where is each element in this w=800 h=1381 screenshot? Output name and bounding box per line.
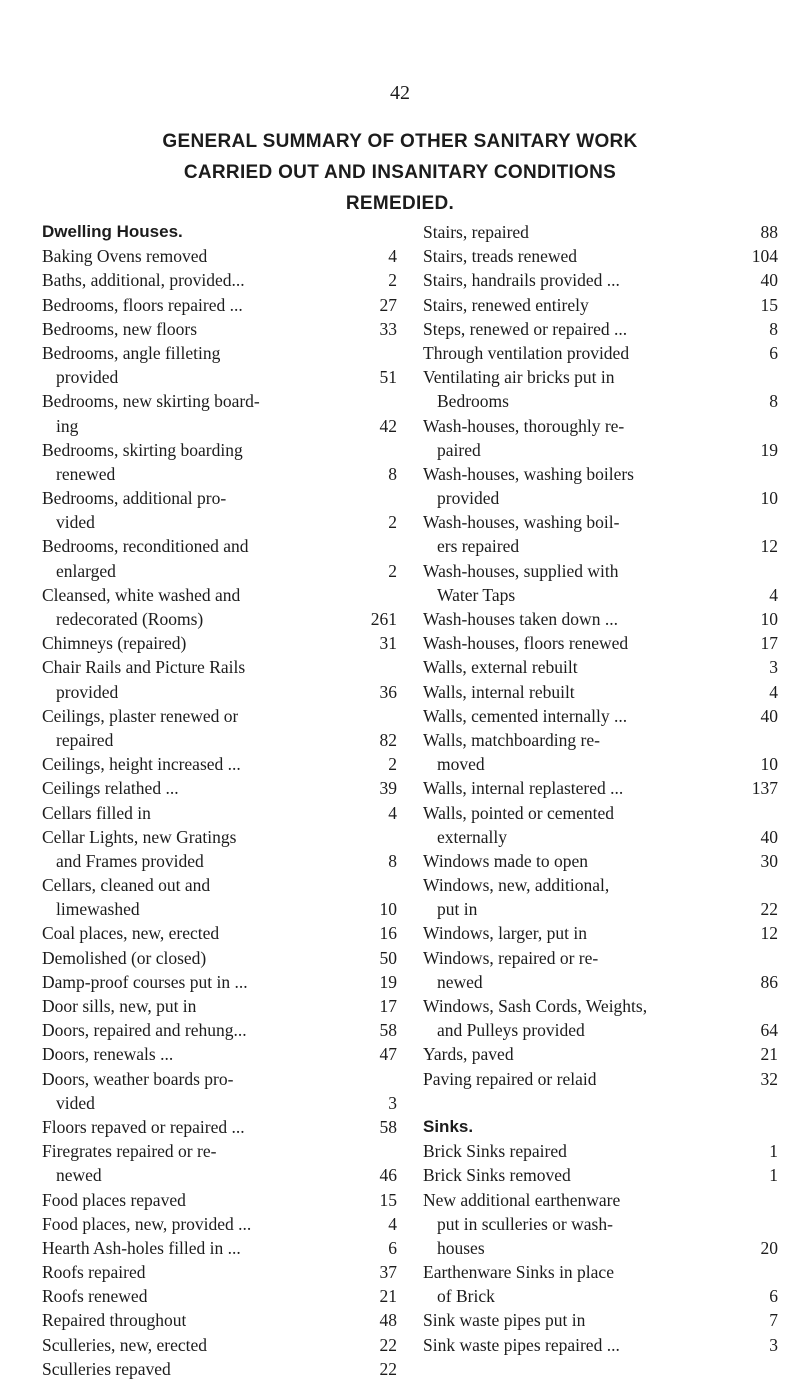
list-item bbox=[423, 994, 778, 1018]
title-line-2: CARRIED OUT AND INSANITARY CONDITIONS bbox=[183, 162, 617, 183]
item-count: 15 bbox=[760, 294, 778, 315]
item-count: 2 bbox=[388, 560, 397, 581]
item-label: Walls, internal rebuilt bbox=[423, 681, 575, 702]
page-number: 42 bbox=[390, 82, 410, 104]
list-item bbox=[42, 728, 397, 752]
item-label: Ceilings, height increased ... bbox=[42, 754, 241, 775]
item-count: 1 bbox=[769, 1165, 778, 1186]
item-count: 8 bbox=[388, 463, 397, 484]
item-count: 33 bbox=[379, 318, 397, 339]
item-count: 86 bbox=[760, 971, 778, 992]
list-item bbox=[423, 244, 778, 268]
item-label: Yards, paved bbox=[423, 1044, 514, 1065]
list-item bbox=[423, 1212, 778, 1236]
item-count: 7 bbox=[769, 1310, 778, 1331]
item-label: Stairs, repaired bbox=[423, 222, 529, 242]
list-item bbox=[42, 752, 397, 776]
list-item bbox=[42, 1018, 397, 1042]
item-count: 2 bbox=[388, 270, 397, 291]
list-item bbox=[42, 1139, 397, 1163]
item-count: 58 bbox=[379, 1116, 397, 1137]
list-item bbox=[42, 244, 397, 268]
item-count: 3 bbox=[769, 1334, 778, 1355]
list-item bbox=[423, 946, 778, 970]
item-label: Ceilings, plaster renewed or bbox=[42, 705, 239, 726]
item-count: 17 bbox=[760, 633, 778, 654]
item-count: 4 bbox=[769, 681, 778, 702]
page-title bbox=[60, 126, 740, 219]
list-item bbox=[42, 389, 397, 413]
item-count: 37 bbox=[379, 1262, 397, 1283]
item-count: 42 bbox=[379, 415, 397, 436]
item-count: 137 bbox=[751, 778, 778, 799]
item-label: Food places repaved bbox=[42, 1189, 186, 1210]
item-count: 104 bbox=[751, 246, 778, 267]
item-label: Door sills, new, put in bbox=[42, 996, 197, 1016]
item-label: vided bbox=[56, 512, 95, 533]
item-label: Floors repaved or repaired ... bbox=[42, 1116, 245, 1137]
item-count: 1 bbox=[769, 1141, 778, 1162]
item-count: 10 bbox=[379, 899, 397, 920]
left-column bbox=[42, 220, 397, 1381]
list-item bbox=[423, 389, 778, 413]
list-item bbox=[42, 825, 397, 849]
item-label: Repaired throughout bbox=[42, 1310, 187, 1331]
list-item bbox=[42, 921, 397, 945]
section-heading: Dwelling Houses. bbox=[42, 222, 183, 241]
item-label: put in sculleries or wash- bbox=[437, 1213, 613, 1234]
item-label: Cleansed, white washed and bbox=[42, 584, 241, 605]
item-count: 21 bbox=[760, 1044, 778, 1065]
item-label: Water Taps bbox=[437, 584, 516, 605]
section-heading: Sinks. bbox=[423, 1116, 474, 1136]
list-item bbox=[423, 486, 778, 510]
item-label: Bedrooms, reconditioned and bbox=[42, 536, 249, 557]
list-item bbox=[42, 776, 397, 800]
item-count: 3 bbox=[388, 1092, 397, 1113]
item-count: 2 bbox=[388, 512, 397, 533]
list-item bbox=[42, 704, 397, 728]
item-label: Windows made to open bbox=[423, 850, 589, 871]
list-item bbox=[42, 607, 397, 631]
item-label: Bedrooms, floors repaired ... bbox=[42, 294, 243, 315]
list-item bbox=[42, 559, 397, 583]
item-count: 32 bbox=[760, 1068, 778, 1089]
title-line-3: REMEDIED. bbox=[345, 193, 455, 214]
item-count: 8 bbox=[769, 391, 778, 412]
list-item bbox=[42, 268, 397, 292]
item-label: Sculleries repaved bbox=[42, 1358, 171, 1379]
item-label: put in bbox=[437, 899, 478, 920]
item-label: Coal places, new, erected bbox=[42, 923, 220, 944]
item-count: 22 bbox=[379, 1358, 397, 1379]
item-count: 82 bbox=[379, 729, 397, 750]
item-label: Cellar Lights, new Gratings bbox=[42, 826, 237, 847]
item-label: newed bbox=[437, 971, 483, 992]
list-item bbox=[42, 462, 397, 486]
item-label: Firegrates repaired or re- bbox=[42, 1141, 217, 1162]
list-item bbox=[423, 776, 778, 800]
list-item bbox=[42, 1188, 397, 1212]
item-label: repaired bbox=[56, 729, 114, 750]
item-count: 31 bbox=[379, 633, 397, 654]
list-item bbox=[42, 897, 397, 921]
item-label: Bedrooms, skirting boarding bbox=[42, 439, 243, 460]
list-item bbox=[423, 414, 778, 438]
item-count: 6 bbox=[388, 1237, 397, 1258]
list-item bbox=[423, 462, 778, 486]
item-label: Doors, weather boards pro- bbox=[42, 1068, 234, 1089]
list-item bbox=[42, 631, 397, 655]
item-count: 4 bbox=[388, 246, 397, 267]
list-item bbox=[423, 559, 778, 583]
item-count: 64 bbox=[760, 1020, 778, 1041]
item-label: Hearth Ash-holes filled in ... bbox=[42, 1237, 241, 1258]
item-label: limewashed bbox=[56, 899, 140, 920]
list-item bbox=[423, 801, 778, 825]
item-count: 88 bbox=[760, 222, 778, 242]
item-count: 40 bbox=[760, 705, 778, 726]
item-label: Chair Rails and Picture Rails bbox=[42, 657, 246, 678]
item-count: 22 bbox=[379, 1334, 397, 1355]
item-label: Stairs, treads renewed bbox=[423, 246, 578, 267]
item-label: Windows, Sash Cords, Weights, bbox=[423, 996, 648, 1016]
list-item bbox=[423, 1018, 778, 1042]
list-item bbox=[42, 438, 397, 462]
list-item bbox=[423, 1284, 778, 1308]
item-label: and Frames provided bbox=[56, 850, 204, 871]
list-item bbox=[42, 1357, 397, 1381]
list-item bbox=[42, 1284, 397, 1308]
item-label: Bedrooms, angle filleting bbox=[42, 342, 221, 363]
item-label: Wash-houses, thoroughly re- bbox=[423, 415, 625, 436]
list-item bbox=[423, 510, 778, 534]
list-item bbox=[42, 1236, 397, 1260]
list-item bbox=[42, 365, 397, 389]
right-column bbox=[423, 220, 778, 1357]
item-count: 19 bbox=[379, 971, 397, 992]
item-count: 39 bbox=[379, 778, 397, 799]
item-label: Wash-houses, washing boil- bbox=[423, 512, 620, 533]
list-item bbox=[42, 801, 397, 825]
item-count: 10 bbox=[760, 488, 778, 509]
item-count: 51 bbox=[379, 367, 397, 388]
list-item bbox=[42, 341, 397, 365]
item-label: Through ventilation provided bbox=[423, 342, 630, 363]
item-label: renewed bbox=[56, 463, 116, 484]
list-item bbox=[423, 1260, 778, 1284]
list-item bbox=[423, 365, 778, 389]
item-label: Bedrooms, new skirting board- bbox=[42, 391, 260, 412]
item-label: of Brick bbox=[437, 1286, 495, 1307]
item-label: Doors, renewals ... bbox=[42, 1044, 174, 1065]
list-item bbox=[423, 268, 778, 292]
item-count: 48 bbox=[379, 1310, 397, 1331]
item-label: Sculleries, new, erected bbox=[42, 1334, 208, 1355]
item-label: provided bbox=[437, 488, 500, 509]
item-label: Baths, additional, provided... bbox=[42, 270, 245, 291]
list-item bbox=[423, 728, 778, 752]
item-count: 4 bbox=[769, 584, 778, 605]
item-label: enlarged bbox=[56, 560, 116, 581]
item-count: 46 bbox=[379, 1165, 397, 1186]
item-label: Windows, new, additional, bbox=[423, 875, 610, 896]
item-label: provided bbox=[56, 367, 119, 388]
item-count: 22 bbox=[760, 899, 778, 920]
list-item bbox=[423, 607, 778, 631]
item-label: Damp-proof courses put in ... bbox=[42, 971, 248, 992]
item-label: Brick Sinks removed bbox=[423, 1165, 571, 1186]
item-count: 58 bbox=[379, 1020, 397, 1041]
list-item bbox=[42, 486, 397, 510]
item-label: Bedrooms, new floors bbox=[42, 318, 198, 339]
item-label: ers repaired bbox=[437, 536, 520, 557]
list-item bbox=[423, 1188, 778, 1212]
list-item bbox=[423, 1163, 778, 1187]
item-label: Bedrooms, additional pro- bbox=[42, 488, 227, 509]
list-item bbox=[423, 680, 778, 704]
list-item bbox=[42, 534, 397, 558]
item-count: 261 bbox=[370, 609, 397, 629]
item-label: Paving repaired or relaid bbox=[423, 1068, 597, 1089]
list-item bbox=[423, 704, 778, 728]
item-label: Ceilings relathed ... bbox=[42, 778, 179, 799]
item-label: Doors, repaired and rehung... bbox=[42, 1020, 247, 1041]
item-label: Roofs repaired bbox=[42, 1262, 146, 1283]
item-label: Wash-houses, washing boilers bbox=[423, 463, 634, 484]
item-count: 8 bbox=[388, 850, 397, 871]
item-count: 36 bbox=[379, 681, 397, 702]
item-label: moved bbox=[437, 754, 485, 775]
item-count: 50 bbox=[379, 947, 397, 968]
item-count: 10 bbox=[760, 754, 778, 775]
item-count: 16 bbox=[379, 923, 397, 944]
list-item bbox=[423, 341, 778, 365]
list-item bbox=[42, 1308, 397, 1332]
item-label: Food places, new, provided ... bbox=[42, 1213, 252, 1234]
list-item bbox=[42, 1042, 397, 1066]
spacer bbox=[423, 1091, 778, 1115]
item-label: and Pulleys provided bbox=[437, 1020, 585, 1041]
item-label: Walls, internal replastered ... bbox=[423, 778, 624, 799]
list-item bbox=[423, 1139, 778, 1163]
list-item bbox=[423, 220, 778, 244]
item-label: paired bbox=[437, 439, 481, 460]
item-label: Sink waste pipes put in bbox=[423, 1310, 586, 1331]
list-item bbox=[42, 1333, 397, 1357]
list-item bbox=[42, 1091, 397, 1115]
item-label: Wash-houses taken down ... bbox=[423, 609, 618, 629]
item-label: houses bbox=[437, 1237, 485, 1258]
list-item bbox=[42, 293, 397, 317]
item-label: Wash-houses, supplied with bbox=[423, 560, 619, 581]
item-label: Chimneys (repaired) bbox=[42, 633, 187, 654]
item-label: Walls, external rebuilt bbox=[423, 657, 578, 678]
list-item bbox=[42, 1212, 397, 1236]
item-count: 6 bbox=[769, 342, 778, 363]
list-item bbox=[423, 1042, 778, 1066]
item-count: 4 bbox=[388, 1213, 397, 1234]
item-label: redecorated (Rooms) bbox=[56, 609, 204, 629]
item-label: Stairs, handrails provided ... bbox=[423, 270, 620, 291]
item-count: 10 bbox=[760, 609, 778, 629]
item-count: 3 bbox=[769, 657, 778, 678]
list-item bbox=[423, 1333, 778, 1357]
item-count: 6 bbox=[769, 1286, 778, 1307]
item-count: 12 bbox=[760, 536, 778, 557]
item-label: Windows, larger, put in bbox=[423, 923, 588, 944]
list-item bbox=[42, 317, 397, 341]
list-item bbox=[423, 317, 778, 341]
item-count: 40 bbox=[760, 826, 778, 847]
list-item bbox=[42, 583, 397, 607]
list-item bbox=[42, 1163, 397, 1187]
item-label: New additional earthenware bbox=[423, 1189, 621, 1210]
item-count: 15 bbox=[379, 1189, 397, 1210]
list-item bbox=[423, 1308, 778, 1332]
title-line-1: GENERAL SUMMARY OF OTHER SANITARY WORK bbox=[162, 131, 638, 152]
item-label: provided bbox=[56, 681, 119, 702]
list-item bbox=[423, 970, 778, 994]
item-count: 17 bbox=[379, 996, 397, 1016]
list-item bbox=[423, 293, 778, 317]
item-count: 27 bbox=[379, 294, 397, 315]
item-label: Brick Sinks repaired bbox=[423, 1141, 567, 1162]
item-count: 21 bbox=[379, 1286, 397, 1307]
list-item bbox=[42, 414, 397, 438]
list-item bbox=[423, 438, 778, 462]
list-item bbox=[42, 655, 397, 679]
list-item bbox=[42, 849, 397, 873]
item-label: Walls, pointed or cemented bbox=[423, 802, 615, 823]
item-label: newed bbox=[56, 1165, 102, 1186]
list-item bbox=[42, 1067, 397, 1091]
list-item bbox=[423, 534, 778, 558]
list-item bbox=[423, 873, 778, 897]
list-item bbox=[42, 1260, 397, 1284]
item-count: 47 bbox=[379, 1044, 397, 1065]
item-label: Windows, repaired or re- bbox=[423, 947, 599, 968]
list-item bbox=[423, 1236, 778, 1260]
item-label: Walls, cemented internally ... bbox=[423, 705, 628, 726]
list-item bbox=[42, 994, 397, 1018]
list-item bbox=[42, 1115, 397, 1139]
list-item bbox=[42, 873, 397, 897]
item-label: Roofs renewed bbox=[42, 1286, 148, 1307]
item-count: 30 bbox=[760, 850, 778, 871]
list-item bbox=[423, 583, 778, 607]
item-label: Demolished (or closed) bbox=[42, 947, 207, 968]
list-item bbox=[423, 1067, 778, 1091]
item-count: 12 bbox=[760, 923, 778, 944]
list-item bbox=[423, 921, 778, 945]
item-label: Earthenware Sinks in place bbox=[423, 1262, 614, 1283]
list-item bbox=[423, 849, 778, 873]
item-count: 8 bbox=[769, 318, 778, 339]
list-item bbox=[423, 631, 778, 655]
item-label: Stairs, renewed entirely bbox=[423, 294, 589, 315]
list-item bbox=[42, 680, 397, 704]
item-label: Sink waste pipes repaired ... bbox=[423, 1334, 620, 1355]
list-item bbox=[423, 655, 778, 679]
list-item bbox=[42, 970, 397, 994]
item-label: vided bbox=[56, 1092, 95, 1113]
list-item bbox=[42, 510, 397, 534]
list-item bbox=[42, 946, 397, 970]
item-count: 2 bbox=[388, 754, 397, 775]
item-count: 20 bbox=[760, 1237, 778, 1258]
item-label: externally bbox=[437, 826, 507, 847]
item-count: 19 bbox=[760, 439, 778, 460]
list-item bbox=[423, 825, 778, 849]
item-label: ing bbox=[56, 415, 79, 436]
item-label: Baking Ovens removed bbox=[42, 246, 208, 267]
item-label: Ventilating air bricks put in bbox=[423, 367, 615, 388]
item-count: 4 bbox=[388, 802, 397, 823]
item-count: 40 bbox=[760, 270, 778, 291]
item-label: Walls, matchboarding re- bbox=[423, 729, 600, 750]
item-label: Wash-houses, floors renewed bbox=[423, 633, 629, 654]
list-item bbox=[423, 897, 778, 921]
item-label: Cellars filled in bbox=[42, 802, 151, 823]
list-item bbox=[423, 752, 778, 776]
item-label: Bedrooms bbox=[437, 391, 509, 412]
item-label: Steps, renewed or repaired ... bbox=[423, 318, 628, 339]
item-label: Cellars, cleaned out and bbox=[42, 875, 211, 896]
